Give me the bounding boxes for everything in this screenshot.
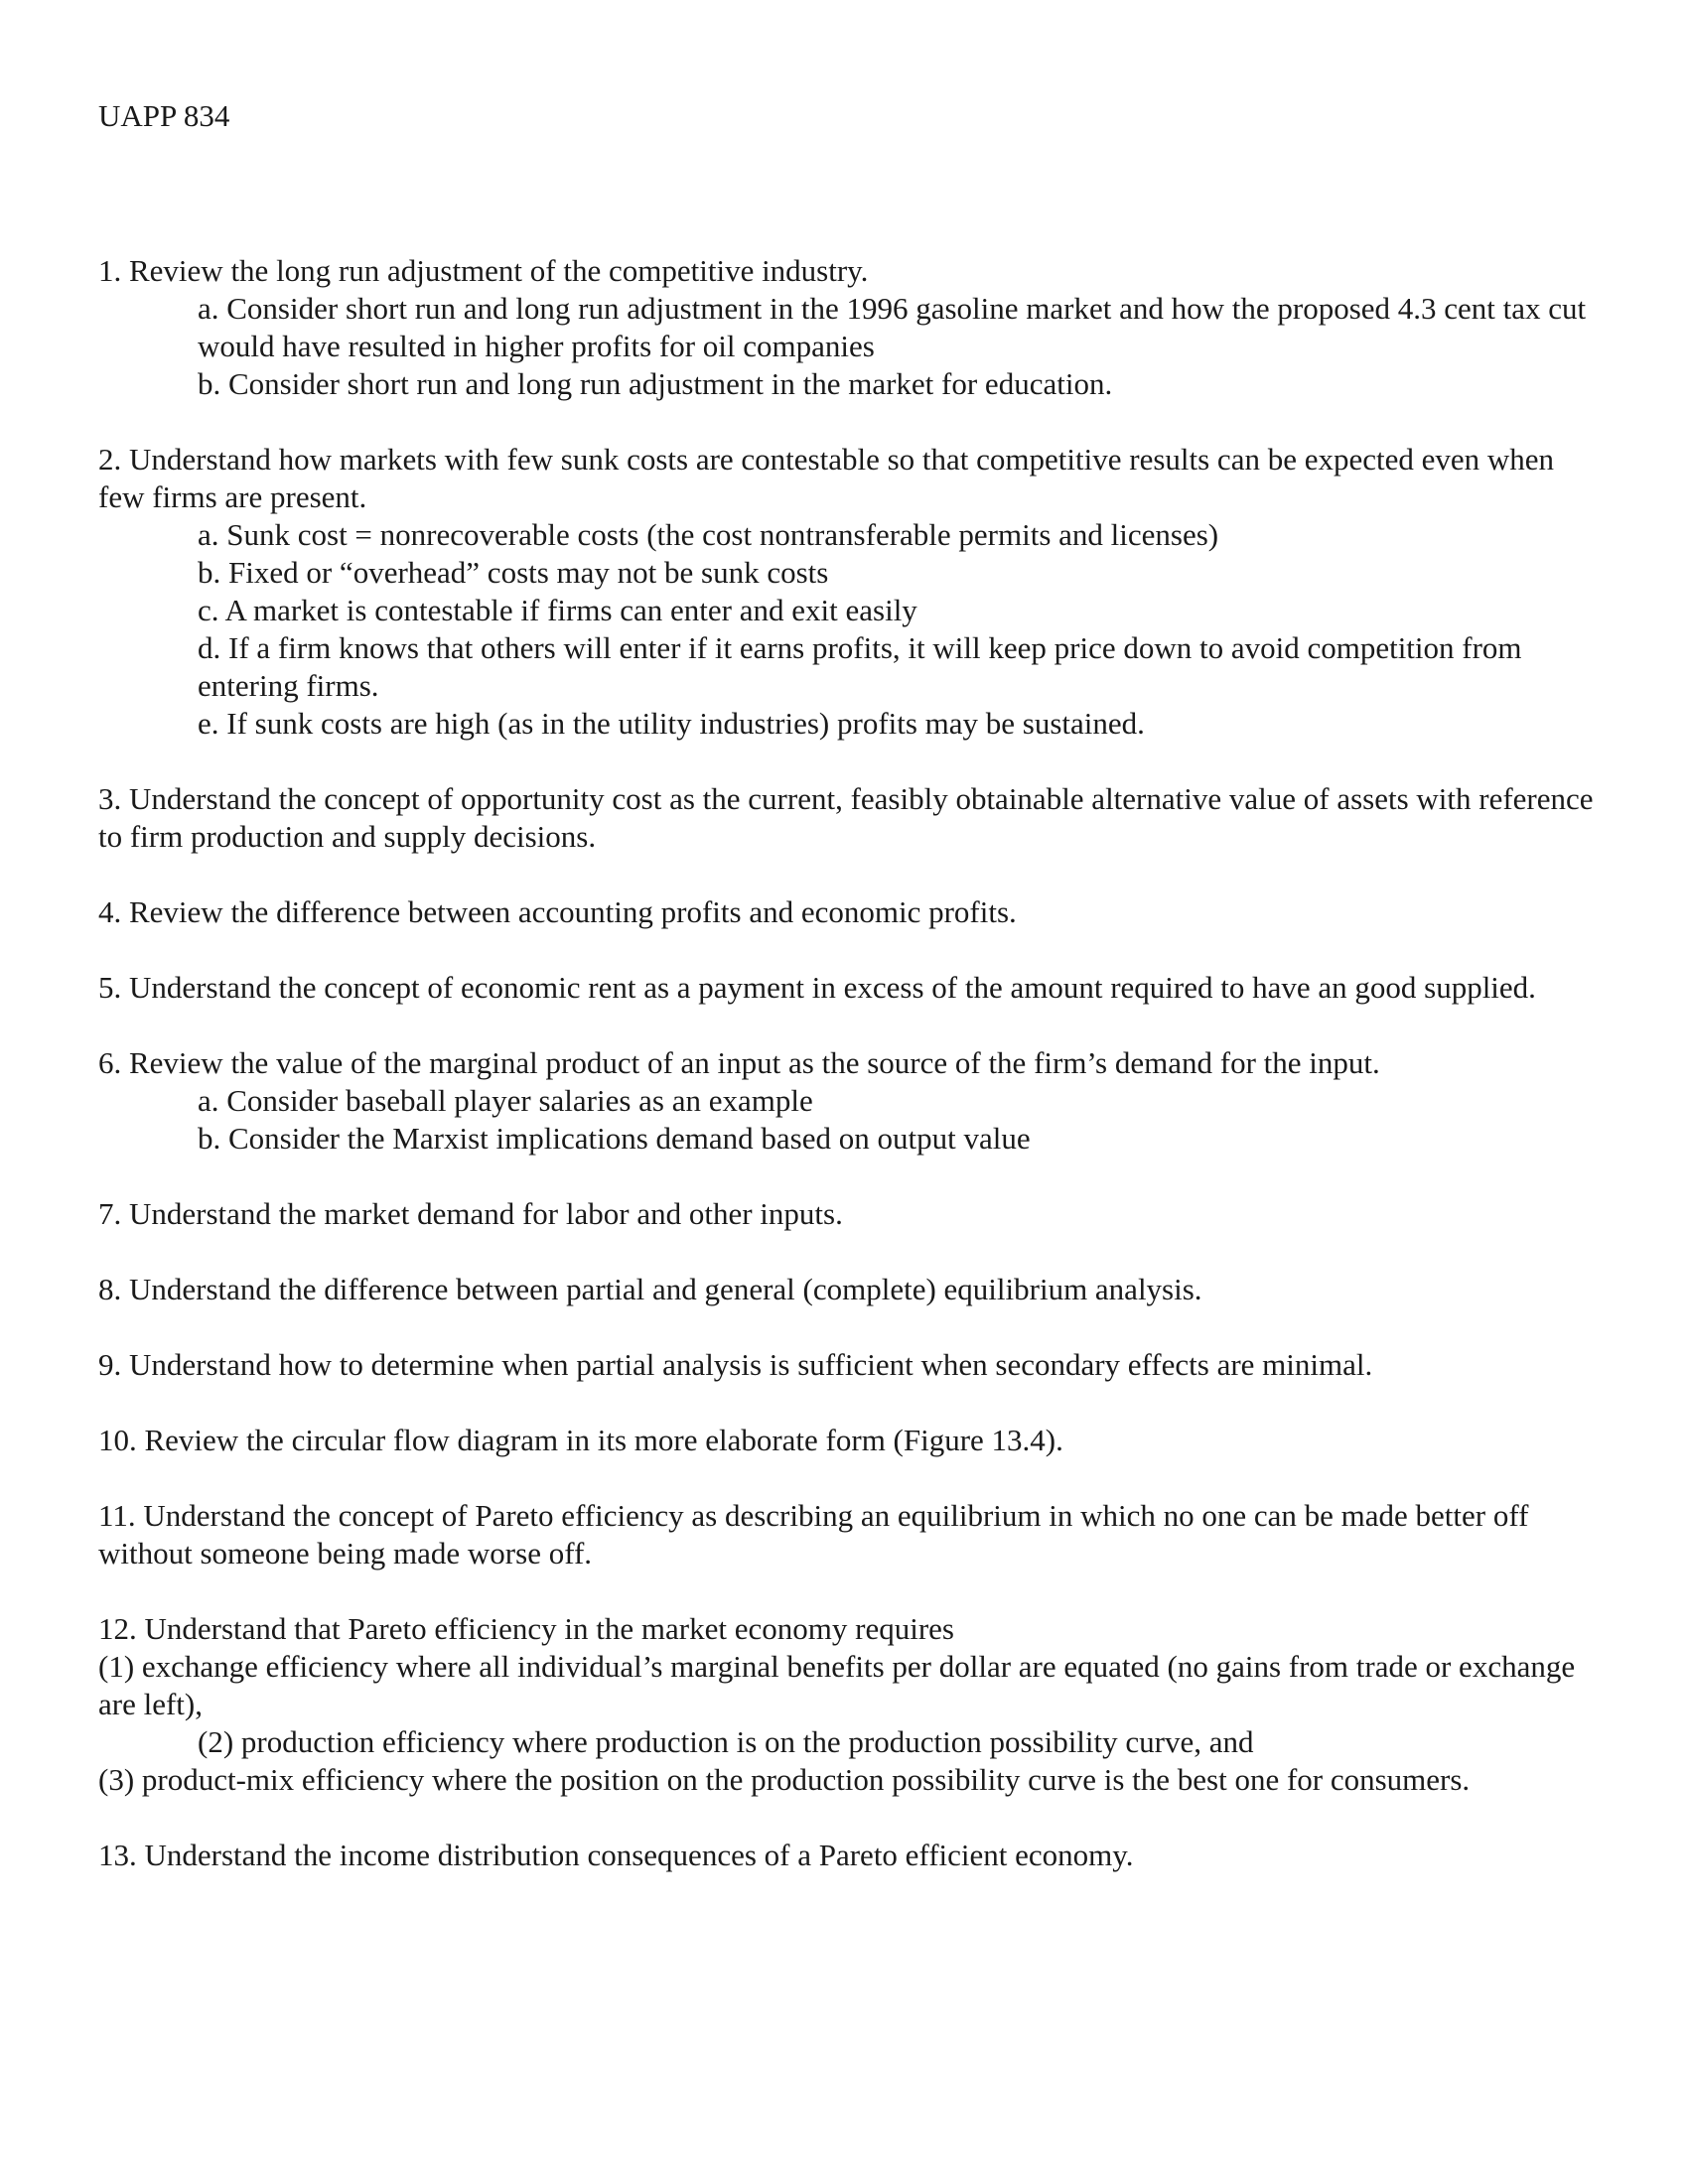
- requirement-production: (2) production efficiency where production is on the production possibility curve, and: [198, 1724, 1254, 1759]
- list-item-12: [98, 1610, 1608, 1799]
- sub-item-e: e. If sunk costs are high (as in the utility industries) profits may be sustained.: [198, 706, 1145, 741]
- item-text: 12. Understand that Pareto efficiency in the market economy requires: [98, 1611, 954, 1646]
- list-item-9: [98, 1346, 1608, 1384]
- item-text: 4. Review the difference between accounting profits and economic profits.: [98, 894, 1017, 929]
- list-item-3: [98, 780, 1608, 856]
- list-item-2: [98, 441, 1608, 743]
- sub-item-b: b. Consider the Marxist implications demand based on output value: [198, 1121, 1031, 1156]
- sub-item-b: b. Consider short run and long run adjustment in the market for education.: [198, 366, 1113, 401]
- item-text: 3. Understand the concept of opportunity cost as the current, feasibly obtainable alternative value of assets with reference to firm production and supply decisions.: [98, 781, 1594, 854]
- sub-item-b: b. Fixed or “overhead” costs may not be sunk costs: [198, 555, 829, 590]
- item-text: 2. Understand how markets with few sunk costs are contestable so that competitive results can be expected even when few firms are present.: [98, 442, 1555, 514]
- item-text: 11. Understand the concept of Pareto efficiency as describing an equilibrium in which no one can be made better off without someone being made worse off.: [98, 1498, 1529, 1570]
- requirement-product-mix: (3) product-mix efficiency where the position on the production possibility curve is the best one for consumers.: [98, 1762, 1471, 1797]
- sub-item-c: c. A market is contestable if firms can enter and exit easily: [198, 593, 917, 627]
- list-item-6: [98, 1044, 1608, 1158]
- sub-item-a: a. Sunk cost = nonrecoverable costs (the cost nontransferable permits and licenses): [198, 517, 1219, 552]
- requirement-exchange: (1) exchange efficiency where all individual’s marginal benefits per dollar are equated (no gains from trade or exchange are left),: [98, 1649, 1576, 1721]
- sub-item-d: d. If a firm knows that others will enter if it earns profits, it will keep price down to avoid competition from entering firms.: [198, 630, 1522, 703]
- list-item-10: [98, 1422, 1608, 1459]
- item-text: 8. Understand the difference between partial and general (complete) equilibrium analysis.: [98, 1272, 1202, 1306]
- item-text: 6. Review the value of the marginal product of an input as the source of the firm’s demand for the input.: [98, 1045, 1380, 1080]
- list-item-8: [98, 1271, 1608, 1308]
- item-text: 7. Understand the market demand for labor and other inputs.: [98, 1196, 843, 1231]
- document-page: [98, 97, 1608, 1912]
- list-item-11: [98, 1497, 1608, 1572]
- list-item-7: [98, 1195, 1608, 1233]
- sub-item-a: a. Consider baseball player salaries as an example: [198, 1083, 813, 1118]
- item-text: 13. Understand the income distribution consequences of a Pareto efficient economy.: [98, 1838, 1134, 1872]
- item-text: 9. Understand how to determine when partial analysis is sufficient when secondary effects are minimal.: [98, 1347, 1373, 1382]
- list-item-1: [98, 252, 1608, 403]
- list-item-4: [98, 893, 1608, 931]
- item-text: 5. Understand the concept of economic rent as a payment in excess of the amount required to have an good supplied.: [98, 970, 1536, 1005]
- list-item-13: [98, 1837, 1608, 1874]
- sub-item-a: a. Consider short run and long run adjustment in the 1996 gasoline market and how the proposed 4.3 cent tax cut would have resulted in higher profits for oil companies: [198, 291, 1587, 363]
- list-item-5: [98, 969, 1608, 1007]
- item-text: 1. Review the long run adjustment of the competitive industry.: [98, 253, 869, 288]
- item-text: 10. Review the circular flow diagram in its more elaborate form (Figure 13.4).: [98, 1423, 1063, 1457]
- course-code: UAPP 834: [98, 98, 230, 133]
